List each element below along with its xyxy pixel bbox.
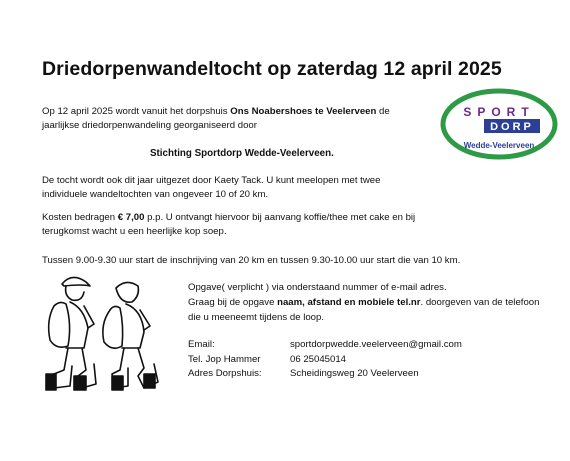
organizer-name: Stichting Sportdorp Wedde-Veelerveen. — [150, 148, 334, 159]
signup-required-info: naam, afstand en mobiele tel.nr — [277, 297, 421, 308]
page-title: Driedorpenwandeltocht op zaterdag 12 april 2025 — [42, 58, 502, 80]
costs-price: € 7,00 — [117, 212, 145, 223]
address: Scheidingsweg 20 Veelerveen — [290, 368, 419, 379]
contact-label: Email: — [188, 339, 215, 350]
signup-text-2: . doorgeven van de telefoon die u meeneemt tijdens de loop. — [188, 297, 540, 323]
signup-line-1: Opgave( verplicht ) via onderstaand nummer of e-mail adres. — [188, 282, 447, 293]
contact-row-address — [188, 367, 462, 382]
sportdorp-logo — [440, 88, 558, 160]
email-address: sportdorpwedde.veelerveen@gmail.com — [290, 339, 462, 350]
signup-text-1: Graag bij de opgave — [188, 297, 278, 308]
logo-letters-top — [460, 104, 538, 119]
costs-text-2: p.p. U ontvangt hiervoor bij aanvang koffie/thee met cake en bij terugkomst wacht u een heerlijke kop soep. — [42, 212, 416, 237]
contact-row-phone — [188, 353, 462, 368]
route-paragraph: De tocht wordt ook dit jaar uitgezet door Kaety Tack. U kunt meelopen met twee individuele wandeltochten van ongeveer 10 of 20 km. — [42, 175, 381, 200]
costs-paragraph — [42, 211, 422, 239]
logo-letters-bottom — [484, 119, 540, 133]
intro-text-2: de jaarlijkse driedorpenwandeling georganiseerd door — [42, 106, 390, 131]
logo-bottom-text: DORP — [490, 121, 534, 133]
intro-location: Ons Noabershoes te Veelerveen — [230, 106, 377, 117]
contact-block — [188, 338, 462, 382]
logo-caption: Wedde-Veelerveen — [463, 141, 535, 150]
contact-row-email — [188, 338, 462, 353]
contact-label: Tel. Jop Hammer — [188, 353, 261, 365]
phone-number: 06 25045014 — [290, 353, 347, 365]
contact-label: Adres Dorpshuis: — [188, 368, 262, 379]
intro-text-1: Op 12 april 2025 wordt vanuit het dorpshuis — [42, 106, 231, 117]
costs-text-1: Kosten bedragen — [42, 212, 118, 223]
hikers-illustration — [40, 266, 168, 392]
signup-paragraph — [188, 296, 548, 325]
logo-top-text: SPORT — [463, 105, 535, 119]
times-paragraph: Tussen 9.00-9.30 uur start de inschrijving van 20 km en tussen 9.30-10.00 uur start die van 10 km. — [42, 255, 461, 266]
intro-paragraph — [42, 105, 422, 133]
